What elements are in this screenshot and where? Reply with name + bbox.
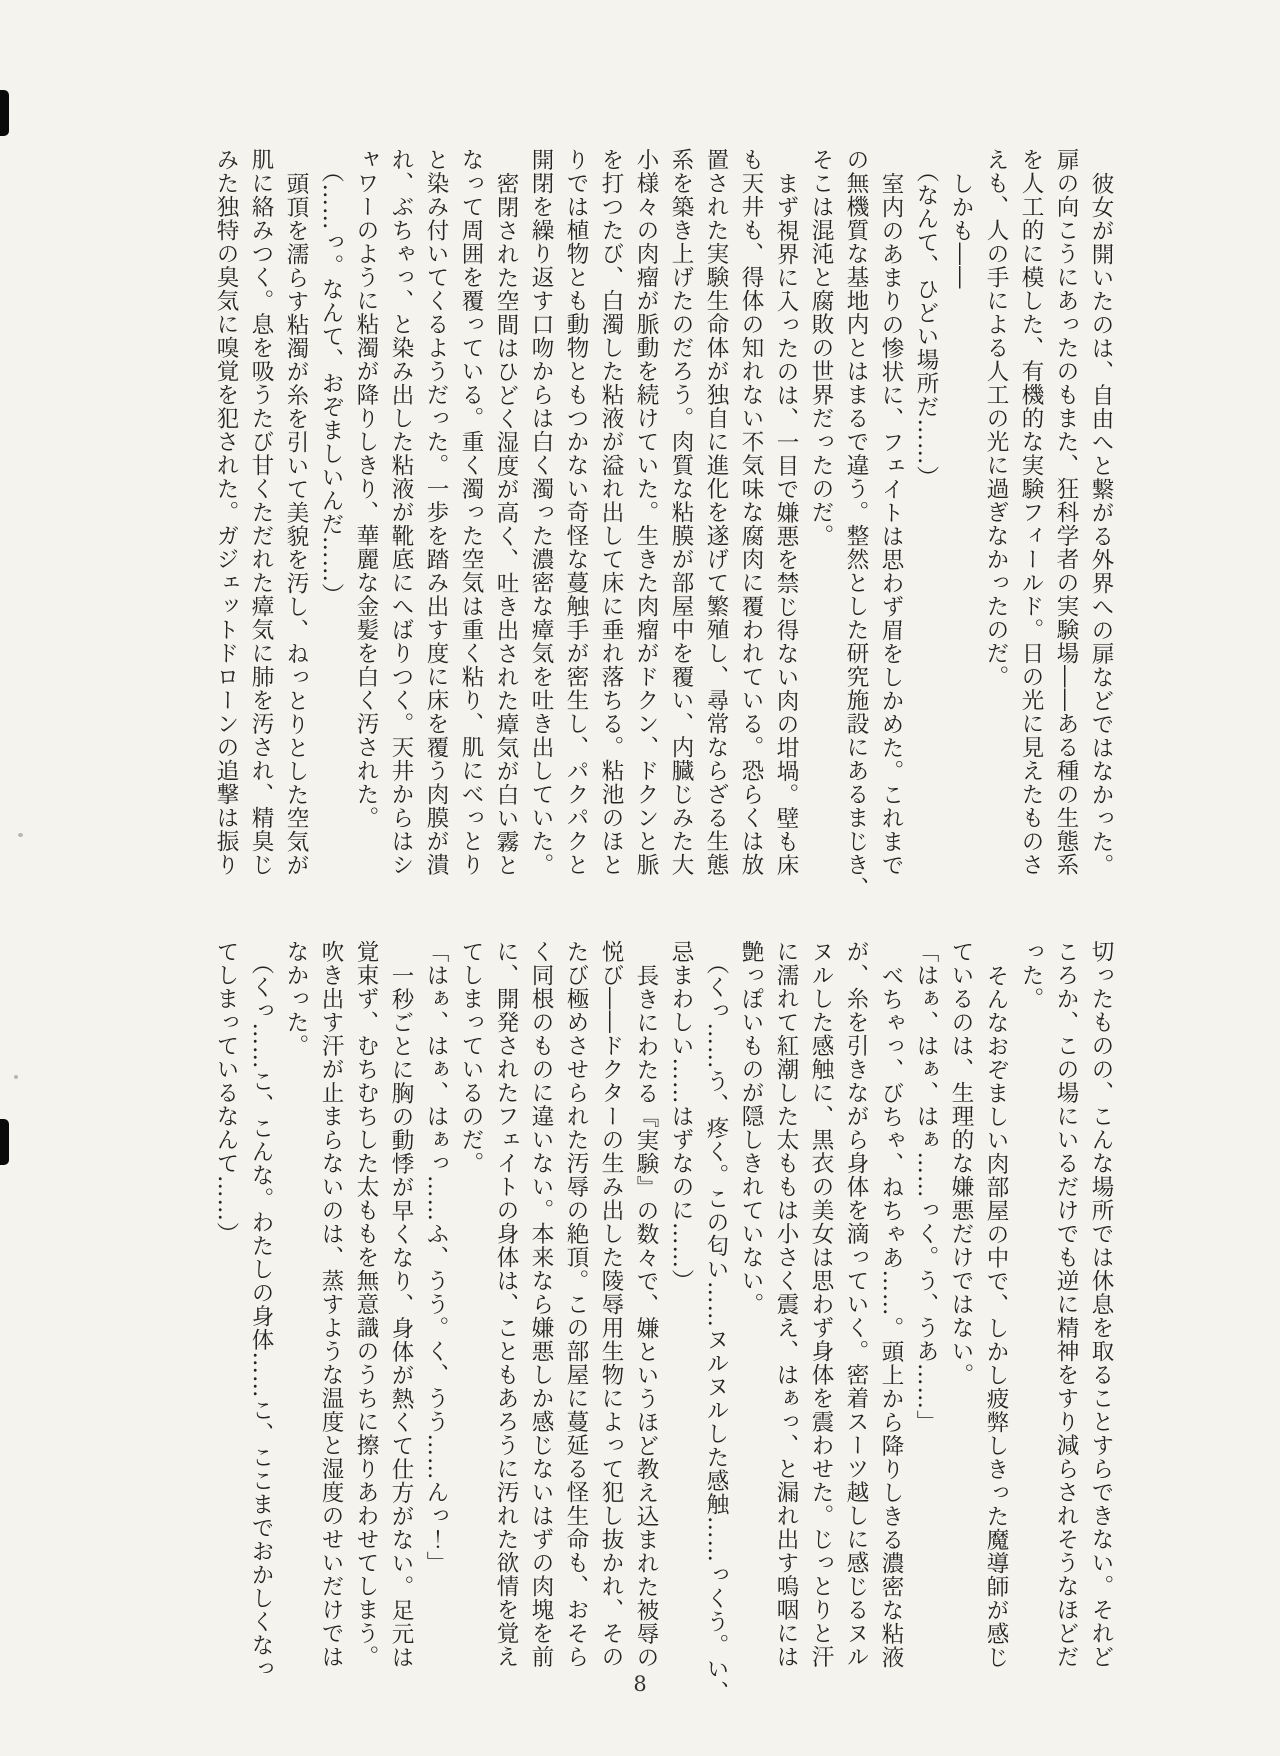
text-line: 彼女が開いたのは、自由へと繋がる外界への扉などではなかった。	[1088, 172, 1114, 877]
text-line: ヌルした感触に、黒衣の美女は思わず身体を震わせた。じっとりと汗	[808, 940, 834, 1669]
text-line: を打つたび、白濁した粘液が溢れ出して床に垂れ落ちる。粘池のほと	[598, 148, 624, 877]
text-line: 密閉された空間はひどく湿度が高く、吐き出された瘴気が白い霧と	[493, 172, 519, 877]
text-line: そんなおぞましい肉部屋の中で、しかし疲弊しきった魔導師が感じ	[983, 964, 1009, 1669]
text-line: そこは混沌と腐敗の世界だったのだ。	[808, 148, 834, 548]
scan-speck	[14, 1075, 18, 1079]
scan-artifact-middle	[0, 1119, 9, 1165]
text-line: く同根のものに違いない。本来なら嫌悪しか感じないはずの肉塊を前	[528, 940, 554, 1669]
page-number: 8	[633, 1672, 647, 1696]
text-line: （くっ……う、疼く。この匂い……ヌルヌルした感触……っくう。い、	[703, 952, 729, 1704]
text-line: と染み付いてくるようだった。一歩を踏み出す度に床を覆う肉膜が潰	[423, 148, 449, 877]
scan-speck	[18, 833, 23, 837]
text-line: たび極めさせられた汚辱の絶頂。この部屋に蔓延る怪生命も、おそら	[563, 940, 589, 1669]
text-line: 小様々の肉瘤が脈動を続けていた。生きた肉瘤がドクン、ドクンと脈	[633, 148, 659, 877]
text-line: 吹き出す汗が止まらないのは、蒸すような温度と湿度のせいだけでは	[318, 940, 344, 1669]
text-line: った。	[1018, 940, 1044, 1011]
text-line: 肌に絡みつく。息を吸うたび甘くただれた瘴気に肺を汚され、精臭じ	[248, 148, 274, 877]
text-line: 覚束ず、むちむちした太ももを無意識のうちに擦りあわせてしまう。	[353, 940, 379, 1669]
text-line: （……っ。なんて、おぞましいんだ……）	[318, 160, 344, 607]
text-line: 艶っぽいものが隠しきれていない。	[738, 940, 764, 1316]
text-line: 室内のあまりの惨状に、フェイトは思わず眉をしかめた。これまで	[878, 172, 904, 877]
text-line: てしまっているのだ。	[458, 940, 484, 1175]
text-line: を人工的に模した、有機的な実験フィールド。日の光に見えたものさ	[1018, 148, 1044, 877]
lower-text-block	[208, 940, 1118, 1704]
text-line: まず視界に入ったのは、一目で嫌悪を禁じ得ない肉の坩堝。壁も床	[773, 172, 799, 877]
text-line: 長きにわたる『実験』の数々で、嫌というほど教え込まれた被辱の	[633, 964, 659, 1669]
text-line: 開閉を繰り返す口吻からは白く濁った濃密な瘴気を吐き出していた。	[528, 148, 554, 877]
text-line: 悦び――ドクターの生み出した陵辱用生物によって犯し抜かれ、その	[598, 940, 624, 1669]
text-line: が、糸を引きながら身体を滴っていく。密着スーツ越しに感じるヌル	[843, 940, 869, 1669]
text-line: 「はぁ、はぁ、はぁっ……ふ、うう。く、うう……んっ！」	[423, 940, 449, 1575]
text-line: も天井も、得体の知れない不気味な腐肉に覆われている。恐らくは放	[738, 148, 764, 877]
upper-text-block	[208, 148, 1118, 900]
text-line: 「はぁ、はぁ、はぁ……っく。う、うあ……」	[913, 940, 939, 1434]
text-line: なって周囲を覆っている。重く濁った空気は重く粘り、肌にべっとり	[458, 148, 484, 877]
text-line: ャワーのように粘濁が降りしきり、華麗な金髪を白く汚された。	[353, 148, 379, 830]
text-line: 扉の向こうにあったのもまた、狂科学者の実験場――ある種の生態系	[1053, 148, 1079, 877]
text-line: てしまっているなんて……）	[213, 940, 239, 1246]
text-line: 置された実験生命体が独自に進化を遂げて繁殖し、尋常ならざる生態	[703, 148, 729, 877]
text-line: の無機質な基地内とはまるで違う。整然とした研究施設にあるまじき、	[843, 148, 869, 900]
text-line: ころか、この場にいるだけでも逆に精神をすり減らされそうなほどだ	[1053, 940, 1079, 1669]
text-line: 一秒ごとに胸の動悸が早くなり、身体が熱くて仕方がない。足元は	[388, 964, 414, 1669]
text-line: しかも――	[948, 172, 974, 290]
scan-artifact-top	[0, 90, 9, 136]
text-line: なかった。	[283, 940, 309, 1058]
text-line: 忌まわしい……はずなのに……）	[668, 940, 694, 1293]
text-line: に濡れて紅潮した太ももは小さく震え、はぁっ、と漏れ出す嗚咽には	[773, 940, 799, 1669]
text-line: 切ったものの、こんな場所では休息を取ることすらできない。それど	[1088, 940, 1114, 1669]
text-line: 頭頂を濡らす粘濁が糸を引いて美貌を汚し、ねっとりとした空気が	[283, 172, 309, 877]
text-line: （くっ……こ、こんな。わたしの身体……こ、ここまでおかしくなっ	[248, 952, 274, 1681]
text-line: れ、ぶちゃっ、と染み出した粘液が靴底にへばりつく。天井からはシ	[388, 148, 414, 877]
text-line: に、開発されたフェイトの身体は、こともあろうに汚れた欲情を覚え	[493, 940, 519, 1669]
page-footer	[0, 1672, 1280, 1696]
text-line: （なんて、ひどい場所だ……）	[913, 160, 939, 489]
text-line: ているのは、生理的な嫌悪だけではない。	[948, 940, 974, 1387]
text-line: りでは植物とも動物ともつかない奇怪な蔓触手が密生し、パクパクと	[563, 148, 589, 877]
text-line: えも、人の手による人工の光に過ぎなかったのだ。	[983, 148, 1009, 689]
text-line: べちゃっ、びちゃ、ねちゃあ……。頭上から降りしきる濃密な粘液	[878, 964, 904, 1669]
text-line: 系を築き上げたのだろう。肉質な粘膜が部屋中を覆い、内臓じみた大	[668, 148, 694, 877]
text-line: みた独特の臭気に嗅覚を犯された。ガジェットドローンの追撃は振り	[213, 148, 239, 877]
